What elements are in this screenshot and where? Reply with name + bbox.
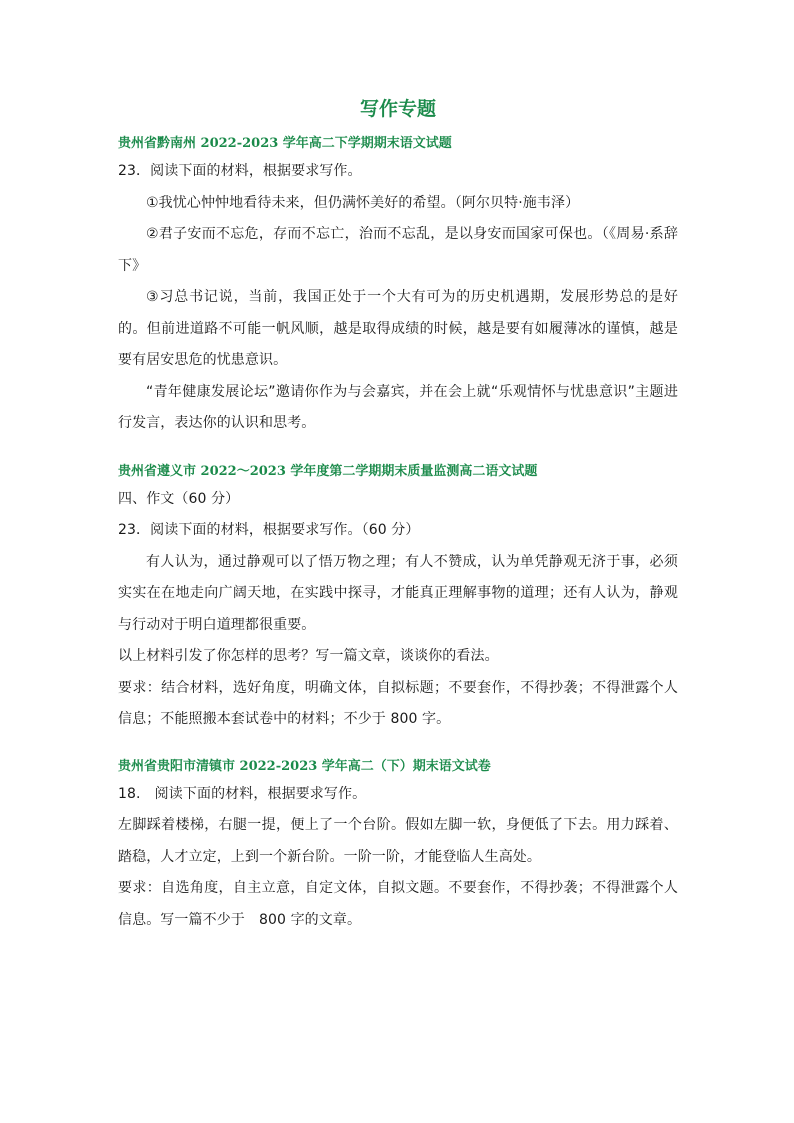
section-heading: 贵州省贵阳市清镇市 2022-2023 学年高二（下）期末语文试卷 [118, 758, 491, 774]
material-item-1: ①我忧心忡忡地看待未来，但仍满怀美好的希望。（阿尔贝特·施韦泽） [146, 194, 580, 211]
writing-prompt: “青年健康发展论坛”邀请你作为与会嘉宾，并在会上就“乐观情怀与忧患意识”主题进行发言，表达你的认识和思考。 [118, 383, 678, 431]
document-page [118, 96, 678, 936]
section-guiyang [118, 755, 678, 937]
material-text: 左脚踩着楼梯，右腿一提，便上了一个台阶。假如左脚一软，身便低了下去。用力踩着、踏稳，人才立定，上到一个新台阶。一阶一阶，才能登临人生高处。 [118, 817, 678, 865]
question-line: 18. 阅读下面的材料，根据要求写作。 [118, 785, 367, 802]
question-line: 23．阅读下面的材料，根据要求写作。 [118, 163, 362, 179]
page-title: 写作专题 [359, 98, 436, 120]
writing-requirements: 要求：自选角度，自主立意，自定文体，自拟文题。不要套作，不得抄袭；不得泄露个人信息。写一篇不少于 800 字的文章。 [118, 880, 678, 928]
material-item-3: ③习总书记说，当前，我国正处于一个大有可为的历史机遇期，发展形势总的是好的。但前进道路不可能一帆风顺，越是取得成绩的时候，越是要有如履薄冰的谨慎，越是要有居安思危的忧患意识。 [118, 289, 678, 368]
writing-requirements: 要求：结合材料，选好角度，明确文体，自拟标题；不要套作，不得抄袭；不得泄露个人信息；不能照搬本套试卷中的材料；不少于 800 字。 [118, 679, 678, 727]
section-heading: 贵州省黔南州 2022-2023 学年高二下学期期末语文试题 [118, 136, 452, 151]
material-text: 有人认为，通过静观可以了悟万物之理；有人不赞成，认为单凭静观无济于事，必须实实在在地走向广阔天地，在实践中探寻，才能真正理解事物的道理；还有人认为，静观与行动对于明白道理都很重要。 [118, 553, 678, 633]
writing-ask: 以上材料引发了你怎样的思考？写一篇文章，谈谈你的看法。 [118, 648, 499, 664]
section-heading: 贵州省遵义市 2022～2023 学年度第二学期期末质量监测高二语文试题 [118, 463, 538, 479]
part-label: 四、作文（60 分） [118, 490, 240, 507]
question-line: 23．阅读下面的材料，根据要求写作。（60 分） [118, 522, 420, 538]
section-spacer [118, 440, 678, 460]
material-item-2: ②君子安而不忘危，存而不忘亡，治而不忘乱，是以身安而国家可保也。（《周易·系辞下》 [118, 226, 678, 274]
section-zunyi [118, 460, 678, 736]
section-spacer [118, 736, 678, 755]
section-qiannan [118, 132, 678, 440]
